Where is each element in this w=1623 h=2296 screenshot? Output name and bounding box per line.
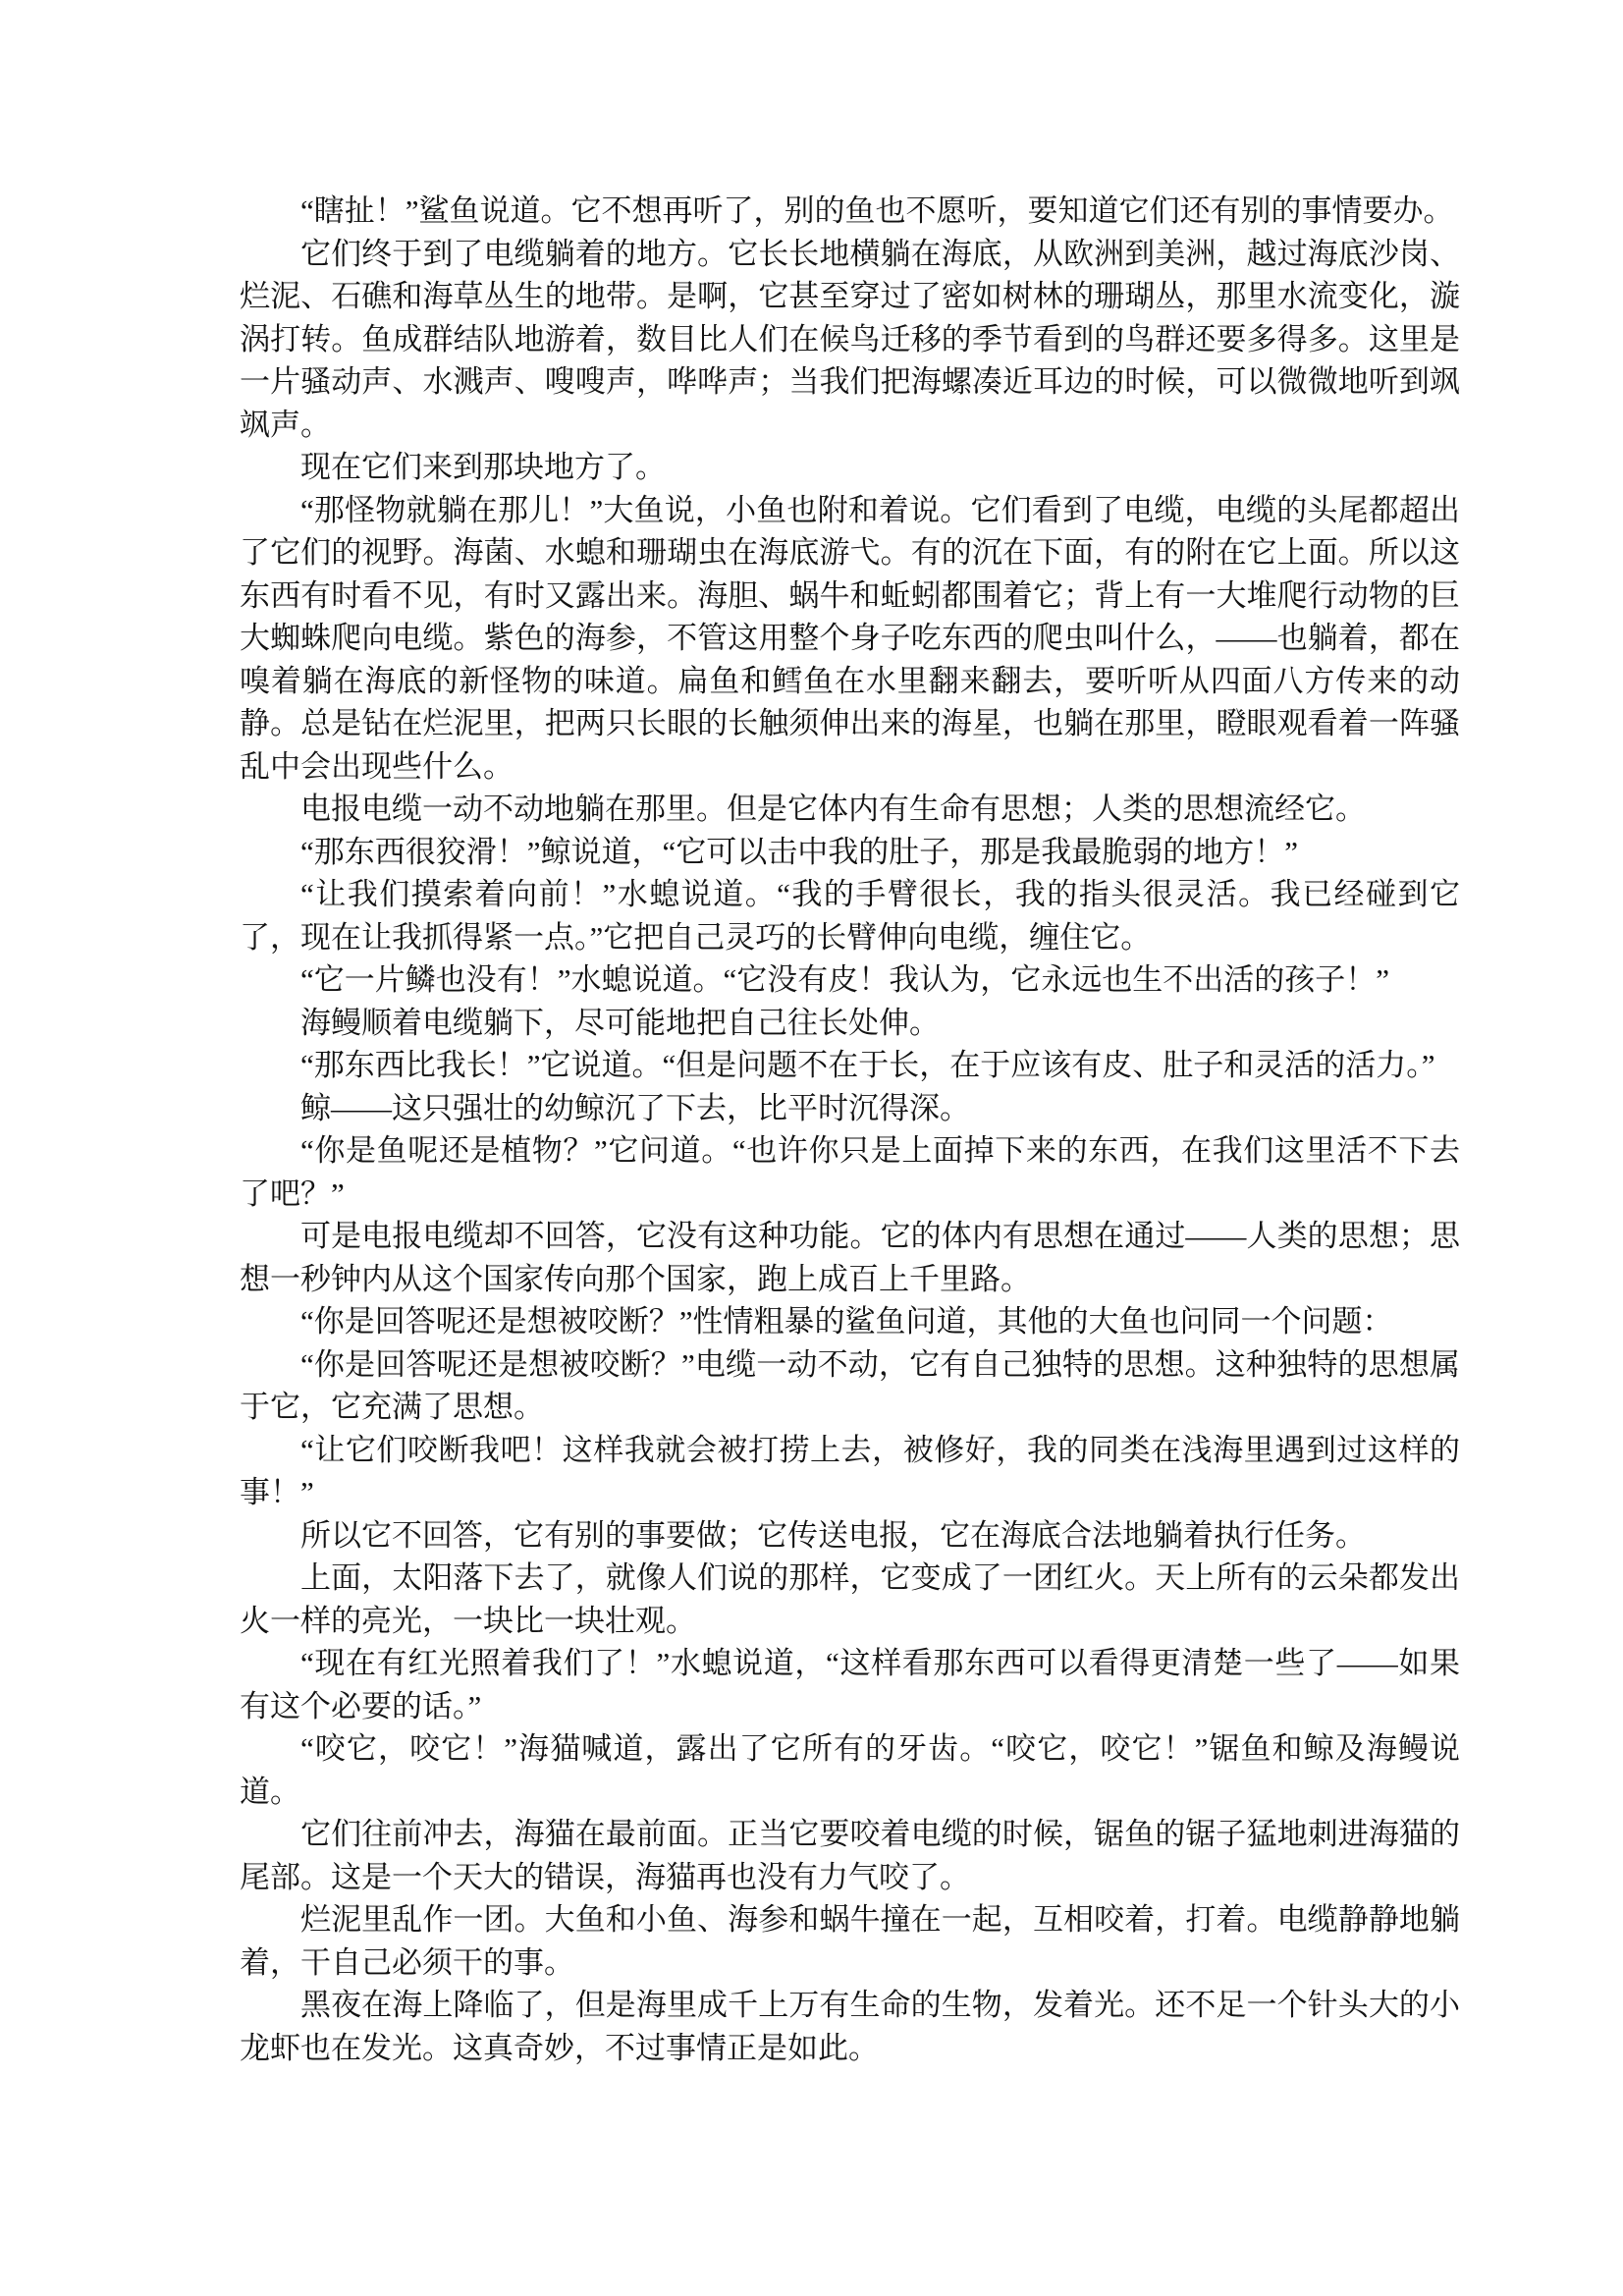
- story-paragraph: 所以它不回答，它有别的事要做；它传送电报，它在海底合法地躺着执行任务。: [300, 1517, 1366, 1553]
- story-paragraph: 可是电报电缆却不回答，它没有这种功能。它的体内有思想在通过——人类的思想；思想一秒钟内从这个国家传向那个国家，跑上成百上千里路。: [240, 1219, 1460, 1296]
- story-paragraph: 现在它们来到那块地方了。: [300, 450, 666, 484]
- story-paragraph: 黑夜在海上降临了，但是海里成千上万有生命的生物，发着光。还不足一个针头大的小龙虾也在发光。这真奇妙，不过事情正是如此。: [240, 1988, 1460, 2065]
- story-paragraph: “瞎扯！”鲨鱼说道。它不想再听了，别的鱼也不愿听，要知道它们还有别的事情要办。: [300, 193, 1454, 228]
- story-paragraph: 它们终于到了电缆躺着的地方。它长长地横躺在海底，从欧洲到美洲，越过海底沙岗、烂泥、石礁和海草丛生的地带。是啊，它甚至穿过了密如树林的珊瑚丛，那里水流变化，漩涡打转。鱼成群结队地游着，数目比人们在候鸟迁移的季节看到的鸟群还要多得多。这里是一片骚动声、水溅声、嗖嗖声，哗哗声；当我们把海螺凑近耳边的时候，可以微微地听到飒飒声。: [240, 236, 1460, 442]
- story-paragraph: 电报电缆一动不动地躺在那里。但是它体内有生命有思想；人类的思想流经它。: [300, 792, 1366, 826]
- story-paragraph: “让它们咬断我吧！这样我就会被打捞上去，被修好，我的同类在浅海里遇到过这样的事！”: [240, 1432, 1460, 1509]
- story-paragraph: 海鳗顺着电缆躺下，尽可能地把自己往长处伸。: [300, 1005, 940, 1040]
- story-paragraph: “你是回答呢还是想被咬断？”性情粗暴的鲨鱼问道，其他的大鱼也问同一个问题：: [300, 1304, 1393, 1339]
- story-paragraph: “你是鱼呢还是植物？”它问道。“也许你只是上面掉下来的东西，在我们这里活不下去了吧？”: [240, 1133, 1460, 1211]
- story-paragraph: “现在有红光照着我们了！”水螅说道，“这样看那东西可以看得更清楚一些了——如果有这个必要的话。”: [240, 1646, 1460, 1723]
- story-text-block: [240, 190, 1460, 2069]
- story-paragraph: “咬它，咬它！”海猫喊道，露出了它所有的牙齿。“咬它，咬它！”锯鱼和鲸及海鳗说道。: [240, 1731, 1460, 1809]
- story-paragraph: “它一片鳞也没有！”水螅说道。“它没有皮！我认为，它永远也生不出活的孩子！”: [300, 962, 1390, 997]
- story-paragraph: “那东西比我长！”它说道。“但是问题不在于长，在于应该有皮、肚子和灵活的活力。”: [300, 1048, 1435, 1082]
- story-paragraph: “你是回答呢还是想被咬断？”电缆一动不动，它有自己独特的思想。这种独特的思想属于它，它充满了思想。: [240, 1346, 1460, 1424]
- story-paragraph: “那怪物就躺在那儿！”大鱼说，小鱼也附和着说。它们看到了电缆，电缆的头尾都超出了它们的视野。海菌、水螅和珊瑚虫在海底游弋。有的沉在下面，有的附在它上面。所以这东西有时看不见，有时又露出来。海胆、蜗牛和蚯蚓都围着它；背上有一大堆爬行动物的巨大蜘蛛爬向电缆。紫色的海参，不管这用整个身子吃东西的爬虫叫什么，——也躺着，都在嗅着躺在海底的新怪物的味道。扁鱼和鳕鱼在水里翻来翻去，要听听从四面八方传来的动静。总是钻在烂泥里，把两只长眼的长触须伸出来的海星，也躺在那里，瞪眼观看着一阵骚乱中会出现些什么。: [240, 492, 1460, 784]
- story-paragraph: “让我们摸索着向前！”水螅说道。“我的手臂很长，我的指头很灵活。我已经碰到它了，现在让我抓得紧一点。”它把自己灵巧的长臂伸向电缆，缠住它。: [240, 877, 1460, 955]
- story-paragraph: “那东西很狡滑！”鲸说道，“它可以击中我的肚子，那是我最脆弱的地方！”: [300, 834, 1299, 869]
- story-paragraph: 鲸——这只强壮的幼鲸沉了下去，比平时沉得深。: [300, 1090, 970, 1125]
- story-paragraph: 烂泥里乱作一团。大鱼和小鱼、海参和蜗牛撞在一起，互相咬着，打着。电缆静静地躺着，干自己必须干的事。: [240, 1902, 1460, 1980]
- story-paragraph: 它们往前冲去，海猫在最前面。正当它要咬着电缆的时候，锯鱼的锯子猛地刺进海猫的尾部。这是一个天大的错误，海猫再也没有力气咬了。: [240, 1817, 1460, 1894]
- story-paragraph: 上面，太阳落下去了，就像人们说的那样，它变成了一团红火。天上所有的云朵都发出火一样的亮光，一块比一块壮观。: [240, 1560, 1460, 1638]
